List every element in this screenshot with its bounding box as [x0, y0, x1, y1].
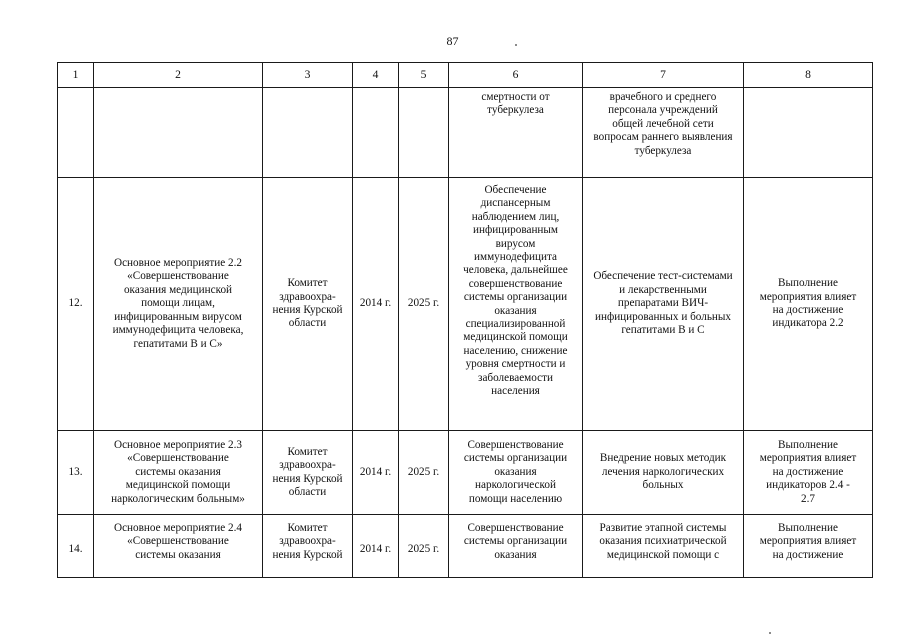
cell-text-line: Выполнение: [778, 522, 838, 534]
cell-text-line: медицинской помощи: [463, 331, 568, 344]
cell-text-line: области: [288, 317, 327, 330]
cell-text-line: нения Курской: [272, 304, 343, 316]
row-number-cell: 13.: [58, 431, 94, 515]
result-cell: [449, 88, 583, 178]
cell-text-line: системы оказания: [135, 465, 221, 478]
cell-text-line: мероприятия влияет: [759, 290, 857, 303]
end-year-cell: 2025 г.: [399, 515, 449, 578]
measures-table: [57, 62, 873, 578]
cell-text-line: Выполнение: [778, 277, 838, 290]
cell-text-line: системы организации: [463, 291, 568, 304]
table-row: [58, 515, 873, 578]
row-number-cell: 12.: [58, 178, 94, 431]
cell-text-line: гепатитами В и С»: [133, 337, 223, 350]
cell-text-line: больных: [642, 479, 684, 492]
end-year-cell: [399, 88, 449, 178]
row-number-cell: [58, 88, 94, 178]
cell-text-line: помощи лицам,: [141, 297, 215, 310]
column-number: 2: [94, 63, 263, 88]
column-number: 5: [399, 63, 449, 88]
result-cell: [449, 178, 583, 431]
cell-text-line: здравоохра-: [279, 290, 336, 303]
end-year-cell: 2025 г.: [399, 178, 449, 431]
cell-text-line: населению, снижение: [463, 344, 568, 357]
cell-text-line: Основное мероприятие 2.3: [114, 438, 242, 451]
column-number: 3: [263, 63, 353, 88]
event-cell: [94, 431, 263, 515]
cell-text-line: туберкулеза: [634, 144, 692, 157]
cell-text-line: системы организации: [463, 452, 568, 465]
cell-text-line: нения Курской: [272, 472, 343, 485]
cell-text-line: оказания психиатрической: [599, 535, 727, 548]
cell-text-line: совершенствование: [468, 277, 563, 290]
cell-text-line: на достижение: [772, 548, 844, 561]
column-number: 7: [583, 63, 744, 88]
cell-text-line: здравоохра-: [279, 535, 336, 548]
cell-text-line: наркологической: [475, 479, 556, 492]
executor-cell: [263, 178, 353, 431]
event-cell: [94, 88, 263, 178]
cell-text-line: населения: [491, 385, 540, 398]
cell-text-line: «Совершенствование: [127, 452, 229, 465]
cell-text-line: нения Курской: [272, 548, 343, 561]
cell-text-line: Внедрение новых методик: [599, 452, 727, 465]
cell-text-line: мероприятия влияет: [759, 452, 857, 465]
cell-text-line: инфицированных и больных: [594, 310, 732, 323]
column-number: 4: [353, 63, 399, 88]
cell-text-line: инфицированным вирусом: [114, 310, 242, 323]
cell-text-line: индикаторов 2.4 -: [766, 479, 850, 492]
cell-text-line: Комитет: [287, 445, 328, 458]
page-number: 87: [446, 34, 459, 48]
cell-text-line: заболеваемости: [478, 371, 553, 384]
column-number: 8: [744, 63, 873, 88]
result-cell: [449, 431, 583, 515]
table-row: [58, 178, 873, 431]
cell-text-line: оказания: [494, 304, 537, 317]
cell-text-line: Развитие этапной системы: [599, 522, 727, 534]
link-cell: [744, 515, 873, 578]
directions-cell: [583, 431, 744, 515]
cell-text-line: помощи населению: [468, 492, 563, 505]
end-year-cell: 2025 г.: [399, 431, 449, 515]
cell-text-line: Основное мероприятие 2.2: [114, 257, 242, 270]
cell-text-line: медицинской помощи с: [606, 548, 720, 561]
cell-text-line: здравоохра-: [279, 459, 336, 472]
scan-speck: [515, 44, 517, 46]
cell-text-line: мероприятия влияет: [759, 535, 857, 548]
cell-text-line: Основное мероприятие 2.4: [114, 522, 242, 534]
cell-text-line: гепатитами В и С: [621, 324, 705, 337]
cell-text-line: Совершенствование: [467, 438, 564, 451]
cell-text-line: уровня смертности и: [465, 358, 566, 371]
cell-text-line: инфицированным: [472, 224, 559, 237]
cell-text-line: системы оказания: [135, 548, 221, 561]
cell-text-line: вирусом: [495, 237, 536, 250]
cell-text-line: «Совершенствование: [127, 270, 229, 283]
cell-text-line: индикатора 2.2: [772, 317, 844, 330]
event-cell: [94, 515, 263, 578]
executor-cell: [263, 515, 353, 578]
executor-cell: [263, 88, 353, 178]
cell-text-line: врачебного и среднего: [609, 91, 717, 103]
cell-text-line: медицинской помощи: [125, 479, 231, 492]
executor-cell: [263, 431, 353, 515]
cell-text-line: оказания медицинской: [123, 283, 233, 296]
table-header-row: [58, 63, 873, 88]
table-row: [58, 431, 873, 515]
row-number-cell: 14.: [58, 515, 94, 578]
column-number: 6: [449, 63, 583, 88]
cell-text-line: человека, дальнейшее: [463, 264, 568, 277]
link-cell: [744, 178, 873, 431]
table-row-continued: [58, 88, 873, 178]
cell-text-line: Совершенствование: [467, 522, 564, 534]
cell-text-line: на достижение: [772, 465, 844, 478]
start-year-cell: [353, 88, 399, 178]
cell-text-line: туберкулеза: [487, 104, 544, 117]
cell-text-line: иммунодефицита человека,: [112, 324, 244, 337]
cell-text-line: и лекарственными: [619, 283, 707, 296]
event-cell: [94, 178, 263, 431]
scan-speck: [769, 632, 771, 634]
cell-text-line: Комитет: [287, 522, 328, 534]
cell-text-line: специализированной: [465, 318, 566, 331]
cell-text-line: наблюдением лиц,: [471, 210, 560, 223]
cell-text-line: препаратами ВИЧ-: [617, 297, 709, 310]
directions-cell: [583, 88, 744, 178]
directions-cell: [583, 178, 744, 431]
start-year-cell: 2014 г.: [353, 178, 399, 431]
cell-text-line: общей лечебной сети: [612, 117, 714, 130]
cell-text-line: 2.7: [801, 492, 815, 505]
link-cell: [744, 431, 873, 515]
cell-text-line: наркологическим больным»: [111, 492, 245, 505]
cell-text-line: области: [288, 485, 327, 498]
directions-cell: [583, 515, 744, 578]
start-year-cell: 2014 г.: [353, 515, 399, 578]
start-year-cell: 2014 г.: [353, 431, 399, 515]
cell-text-line: Обеспечение тест-системами: [593, 270, 733, 283]
cell-text-line: Комитет: [287, 277, 328, 290]
cell-text-line: вопросам раннего выявления: [593, 131, 733, 144]
cell-text-line: системы организации: [463, 535, 568, 548]
cell-text-line: лечения наркологических: [601, 465, 725, 478]
cell-text-line: оказания: [494, 465, 537, 478]
cell-text-line: Обеспечение: [484, 184, 547, 196]
cell-text-line: смертности от: [481, 91, 550, 103]
result-cell: [449, 515, 583, 578]
cell-text-line: персонала учреждений: [608, 104, 718, 117]
link-cell: [744, 88, 873, 178]
cell-text-line: «Совершенствование: [127, 535, 229, 548]
cell-text-line: Выполнение: [778, 438, 838, 451]
cell-text-line: диспансерным: [480, 197, 551, 210]
cell-text-line: на достижение: [772, 304, 844, 316]
cell-text-line: иммунодефицита: [474, 251, 557, 264]
cell-text-line: оказания: [494, 548, 537, 561]
column-number: 1: [58, 63, 94, 88]
